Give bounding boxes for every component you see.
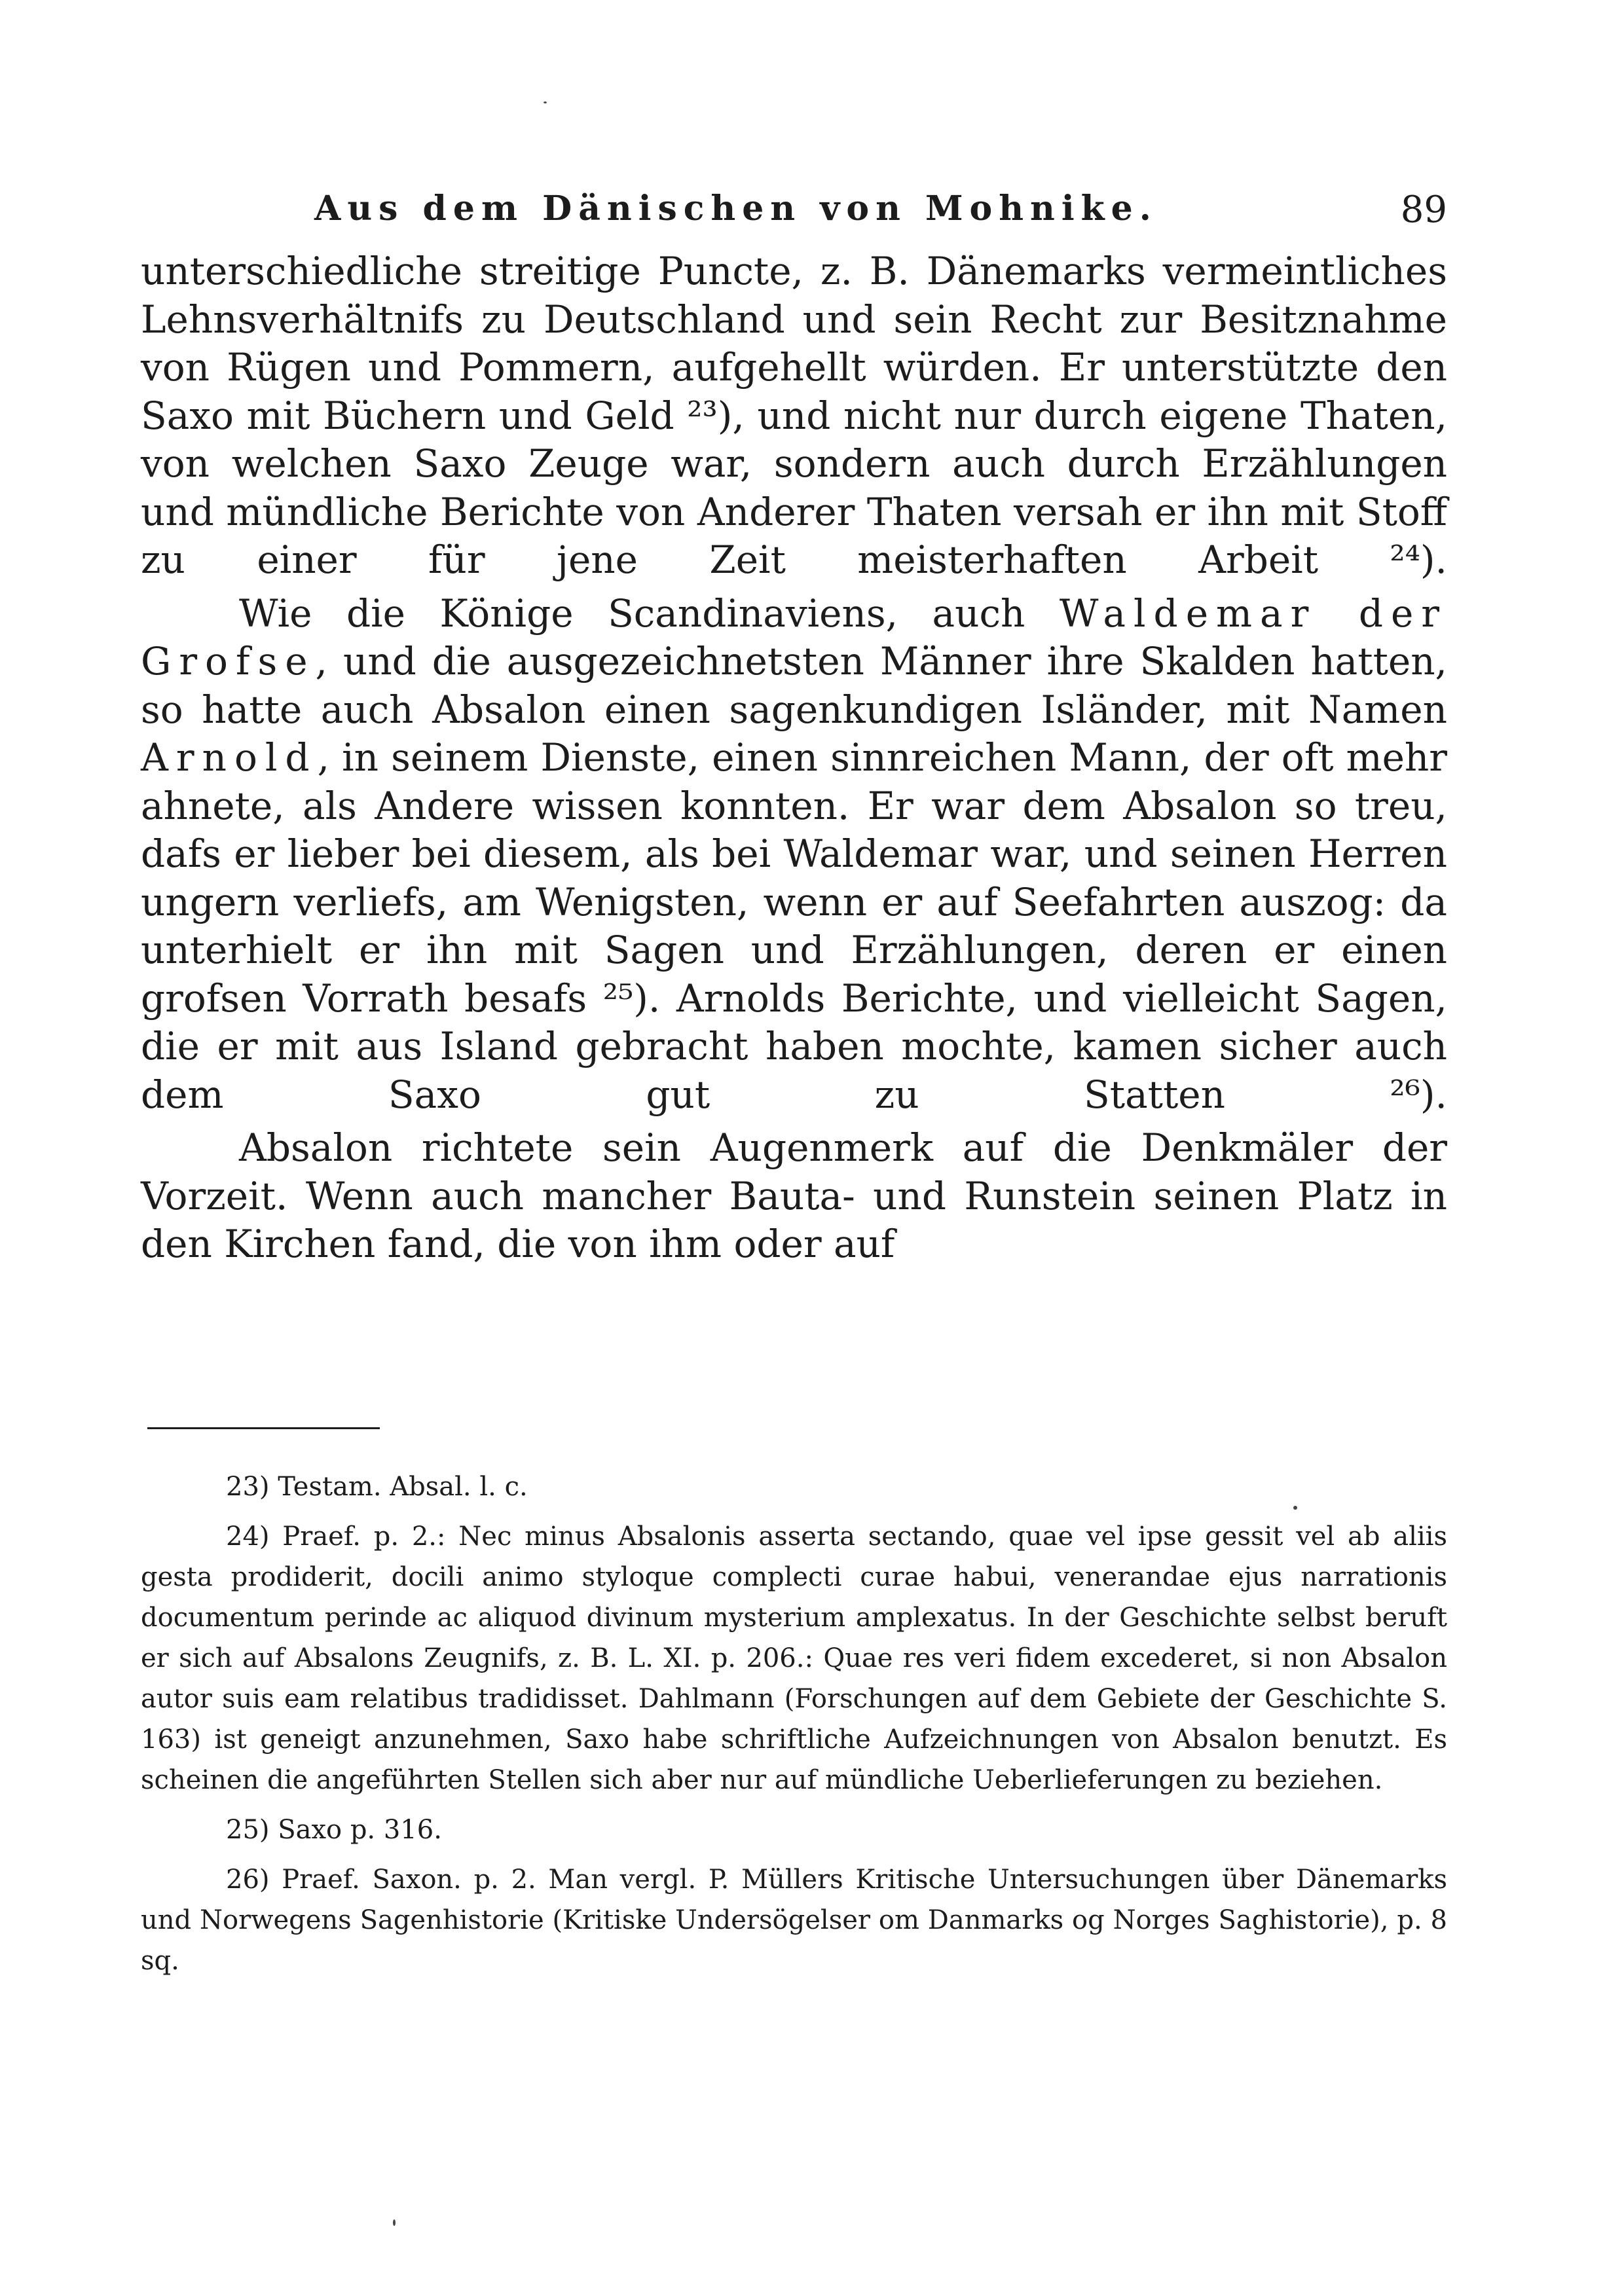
footnote-26: 26) Praef. Saxon. p. 2. Man vergl. P. Müllers Kritische Untersuchungen über Dänemarks und Norwegens Sagenhistorie (Kritiske Undersögelser om Danmarks og Norges Saghistorie), p. 8 sq.	[141, 1865, 1447, 1976]
paragraph-1: unterschiedliche streitige Puncte, z. B. Dänemarks vermeintliches Lehnsverhältnifs zu Deutschland und sein Recht zur Besitznahme von Rügen und Pommern, aufgehellt würden. Er unterstützte den Saxo mit Büchern und Geld ²³), und nicht nur durch eigene Thaten, von welchen Saxo Zeuge war, sondern auch durch Erzählungen und mündliche Berichte von Anderer Thaten versah er ihn mit Stoff zu einer für jene Zeit meisterhaften Arbeit ²⁴).	[141, 249, 1447, 582]
page-header	[151, 182, 1447, 241]
ink-speck	[544, 101, 547, 103]
footnotes	[141, 1467, 1447, 1990]
name-waldemar: Waldemar der Grofse	[141, 591, 1448, 683]
paragraph-2-part-c: , in seinem Dienste, einen sinnreichen Mann, der oft mehr ahnete, als Andere wissen konnten. Er war dem Absalon so treu, dafs er lieber bei diesem, als bei Waldemar war, und seinen Herren ungern verliefs, am Wenigsten, wenn er auf Seefahrten auszog: da unterhielt er ihn mit Sagen und Erzählungen, deren er einen grofsen Vorrath besafs ²⁵). Arnolds Berichte, und vielleicht Sagen, die er mit aus Island gebracht haben mochte, kamen sicher auch dem Saxo gut zu Statten ²⁶).	[141, 735, 1447, 1117]
footnote-24: 24) Praef. p. 2.: Nec minus Absalonis asserta sectando, quae vel ipse gessit vel ab aliis gesta prodiderit, docili animo styloque complecti curae habui, venerandae ejus narrationis documentum perinde ac aliquod divinum mysterium amplexatus. In der Geschichte selbst beruft er sich auf Absalons Zeugnifs, z. B. L. XI. p. 206.: Quae res veri fidem excederet, si non Absalon autor suis eam relatibus tradidisset. Dahlmann (Forschungen auf dem Gebiete der Geschichte S. 163) ist geneigt anzunehmen, Saxo habe schriftliche Aufzeichnungen von Absalon benutzt. Es scheinen die angeführten Stellen sich aber nur auf mündliche Ueberlieferungen zu beziehen.	[141, 1522, 1447, 1795]
paragraph-3: Absalon richtete sein Augenmerk auf die Denkmäler der Vorzeit. Wenn auch mancher Bauta- und Runstein seinen Platz in den Kirchen fand, die von ihm oder auf	[141, 1125, 1447, 1266]
paragraph-2-part-a: Wie die Könige Scandinaviens, auch	[239, 591, 1025, 636]
paragraph-2-part-b: , und die ausgezeichnetsten Männer ihre Skalden hatten, so hatte auch Absalon einen sagenkundigen Isländer, mit Namen	[141, 639, 1447, 732]
paragraph-2	[141, 590, 1447, 1120]
footnote-25: 25) Saxo p. 316.	[226, 1815, 442, 1845]
ink-speck	[393, 2219, 396, 2226]
running-title: Aus dem Dänischen von Mohnike.	[314, 189, 1158, 228]
page-number: 89	[1400, 189, 1447, 231]
name-arnold: Arnold	[141, 735, 318, 780]
footnote-rule	[147, 1427, 380, 1429]
main-text	[141, 247, 1447, 1269]
ink-speck	[1293, 1506, 1297, 1510]
footnote-23: 23) Testam. Absal. l. c.	[226, 1472, 528, 1502]
